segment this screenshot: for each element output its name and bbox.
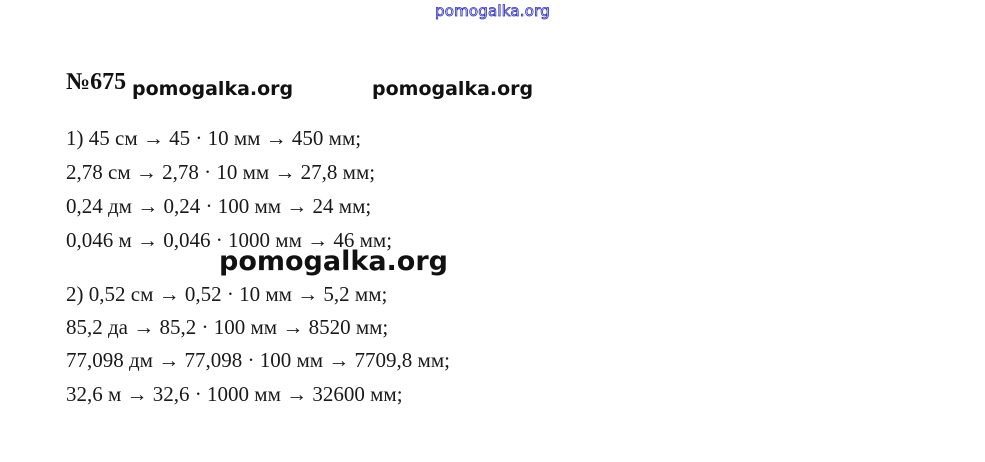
- task-number: №675: [66, 69, 127, 95]
- part2-line-3: 77,098 дм → 77,098 · 100 мм → 7709,8 мм;: [66, 348, 450, 372]
- watermark-middle: pomogalka.org: [219, 246, 448, 277]
- part2-line-1: 2) 0,52 см → 0,52 · 10 мм → 5,2 мм;: [66, 282, 388, 306]
- part1-line-4: 0,046 м → 0,046 · 1000 мм → 46 мм;: [66, 228, 393, 252]
- part1-line-1: 1) 45 см → 45 · 10 мм → 450 мм;: [66, 126, 362, 150]
- watermark-header-left: pomogalka.org: [132, 78, 294, 100]
- watermark-top: pomogalka.org: [435, 2, 550, 20]
- part1-line-3: 0,24 дм → 0,24 · 100 мм → 24 мм;: [66, 194, 372, 218]
- watermark-header-right: pomogalka.org: [372, 78, 534, 100]
- part2-line-2: 85,2 да → 85,2 · 100 мм → 8520 мм;: [66, 315, 389, 339]
- part1-line-2: 2,78 см → 2,78 · 10 мм → 27,8 мм;: [66, 160, 376, 184]
- part2-line-4: 32,6 м → 32,6 · 1000 мм → 32600 мм;: [66, 382, 403, 406]
